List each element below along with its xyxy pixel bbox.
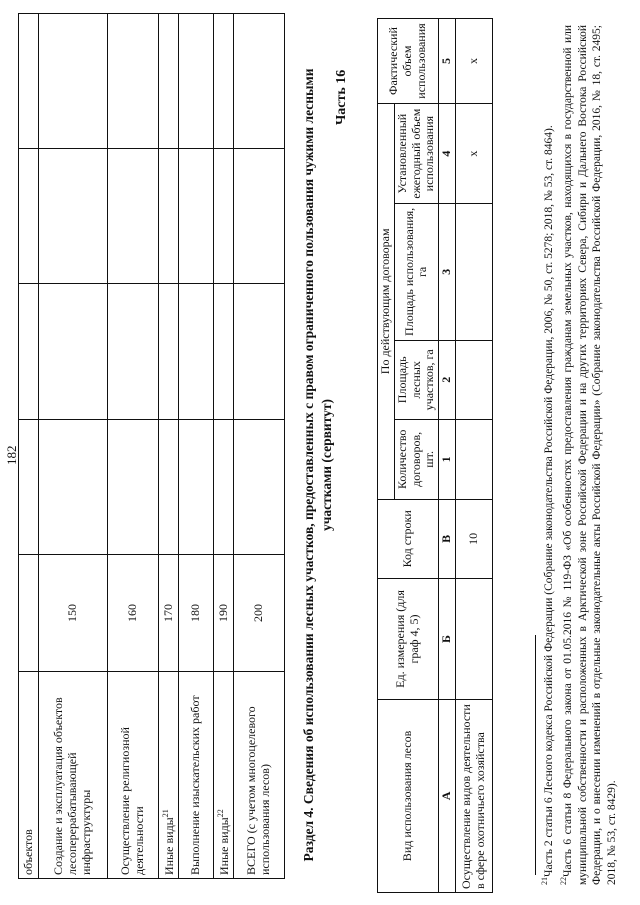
empty-cell <box>179 149 214 284</box>
empty-cell <box>39 14 108 149</box>
empty-cell <box>234 149 285 284</box>
empty-cell <box>234 14 285 149</box>
footnote-22: $^{22}$Часть 6 статьи 8 Федерального закона от 01.05.2016 № 119-ФЗ «Об особенностях предоставления гражданам земельных участков, находящихся в государственной или муниципальной собственности и расположенных в Арктической зоне Российской Федерации и на других территориях Севера, Сибири и Дальнего Востока Российской Федерации, и о внесении изменений в отдельные законодательные акты Российской Федерации» (Собрание законодательства Российской Федерации, 2016, № 18, ст. 2495; 2018, № 53, ст. 8429). <box>558 25 619 885</box>
empty-cell <box>108 284 159 419</box>
empty-cell <box>108 419 159 554</box>
section-title: Раздел 4. Сведения об использовании лесных участков, предоставленных с правом ограниченного пользования чужими лесными участками (сервитут) <box>301 68 334 862</box>
empty-cell <box>19 419 39 554</box>
table-row <box>234 14 285 879</box>
table-row <box>159 14 179 879</box>
row-name: Осуществление религиозной деятельности <box>108 672 159 879</box>
empty-cell <box>234 419 285 554</box>
empty-cell <box>108 149 159 284</box>
empty-cell <box>179 419 214 554</box>
row-name: ВСЕГО (с учетом многоцелевого использования лесов) <box>234 672 285 879</box>
empty-cell <box>179 14 214 149</box>
empty-cell <box>234 284 285 419</box>
servitude-table <box>377 18 493 893</box>
num-a: А <box>439 699 456 892</box>
row-col2 <box>455 340 492 420</box>
empty-cell <box>179 284 214 419</box>
row-col4: х <box>455 104 492 204</box>
empty-cell <box>39 149 108 284</box>
row-code <box>19 555 39 672</box>
row-name: Иные виды$^{22}$ <box>214 672 234 879</box>
empty-cell <box>159 14 179 149</box>
header-kod: Код строки <box>378 499 439 579</box>
num-4: 4 <box>439 104 456 204</box>
row-col3 <box>455 204 492 340</box>
footnote-21: $^{21}$Часть 2 статьи 6 Лесного кодекса Российской Федерации (Собрание законодательства Российской Федерации, 2006, № 50, ст. 5278; 2018, № 53, ст. 8464). <box>540 125 555 885</box>
header-col1: Количество договоров, шт. <box>394 420 438 500</box>
num-3: 3 <box>439 204 456 340</box>
table-row <box>214 14 234 879</box>
empty-cell <box>214 419 234 554</box>
num-1: 1 <box>439 420 456 500</box>
header-col4: Установленный ежегодный объем использования <box>394 104 438 204</box>
empty-cell <box>19 284 39 419</box>
table-row <box>39 14 108 879</box>
header-col5: Фактический объем использования <box>378 19 439 104</box>
empty-cell <box>214 284 234 419</box>
num-b: Б <box>439 579 456 700</box>
continuation-table <box>18 13 285 879</box>
row-code: 170 <box>159 555 179 672</box>
table-row <box>179 14 214 879</box>
footnotes <box>540 25 622 885</box>
empty-cell <box>39 419 108 554</box>
num-5: 5 <box>439 19 456 104</box>
row-code: 10 <box>455 499 492 579</box>
row-name: объектов <box>19 672 39 879</box>
header-col2: Площадь лесных участков, га <box>394 340 438 420</box>
row-name: Осуществление видов деятельности в сфере охотничьего хозяйства <box>455 699 492 892</box>
row-code: 200 <box>234 555 285 672</box>
empty-cell <box>214 14 234 149</box>
row-col5: х <box>455 19 492 104</box>
header-row <box>378 19 395 893</box>
num-2: 2 <box>439 340 456 420</box>
empty-cell <box>19 149 39 284</box>
table-row <box>108 14 159 879</box>
header-group: По действующим договорам <box>378 104 395 500</box>
header-vid: Вид использования лесов <box>378 699 439 892</box>
empty-cell <box>159 284 179 419</box>
header-ed: Ед. измерения (для граф 4, 5) <box>378 579 439 700</box>
empty-cell <box>39 284 108 419</box>
footnote-separator <box>535 635 536 875</box>
row-name: Создание и эксплуатация объектов лесоперерабатывающей инфраструктуры <box>39 672 108 879</box>
num-v: В <box>439 499 456 579</box>
row-name: Выполнение изыскательских работ <box>179 672 214 879</box>
page-number: 182 <box>4 445 19 465</box>
empty-cell <box>108 14 159 149</box>
header-col3: Площадь использования, га <box>394 204 438 340</box>
row-name: Иные виды$^{21}$ <box>159 672 179 879</box>
empty-cell <box>214 149 234 284</box>
row-col1 <box>455 420 492 500</box>
row-code: 190 <box>214 555 234 672</box>
empty-cell <box>19 14 39 149</box>
table-row <box>455 19 492 893</box>
row-ed <box>455 579 492 700</box>
row-code: 180 <box>179 555 214 672</box>
part-title: Часть 16 <box>334 69 349 125</box>
empty-cell <box>159 419 179 554</box>
row-code: 160 <box>108 555 159 672</box>
empty-cell <box>159 149 179 284</box>
numbering-row <box>439 19 456 893</box>
table-row <box>19 14 39 879</box>
row-code: 150 <box>39 555 108 672</box>
